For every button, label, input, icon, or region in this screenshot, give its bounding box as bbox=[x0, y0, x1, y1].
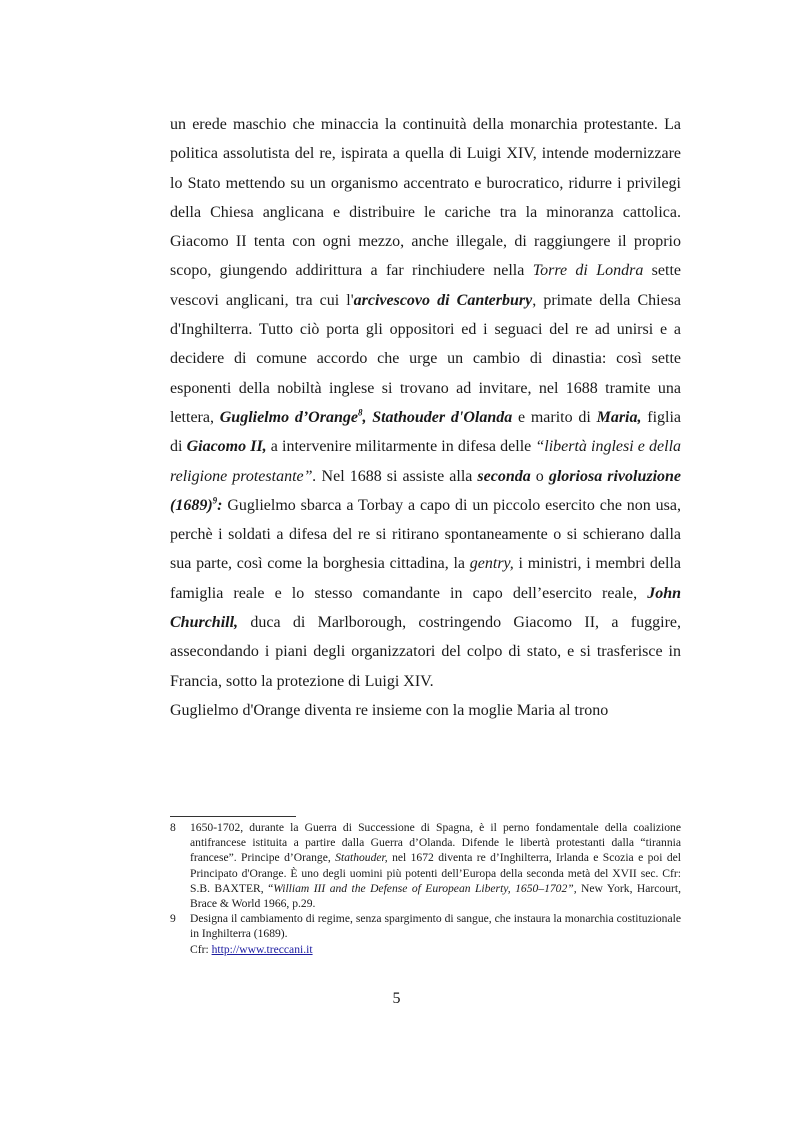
paragraph-1 bbox=[170, 110, 681, 696]
text-run: Designa il cambiamento di regime, senza spargimento di sangue, che instaura la monarchia costituzionale in Inghilterra (1689). bbox=[190, 912, 681, 941]
footnote-8 bbox=[170, 820, 681, 911]
page-number: 5 bbox=[392, 990, 401, 1007]
text-run-italic: William III and the Defense of European Liberty, 1650–1702”, bbox=[273, 881, 577, 895]
text-run: , primate della Chiesa d'Inghilterra. Tutto ciò porta gli oppositori ed i seguaci del re ad unirsi e a decidere di comune accordo che urge un cambio di dinastia: così sette esponenti della nobiltà inglese si trovano ad invitare, nel 1688 tramite una lettera, bbox=[170, 291, 682, 426]
text-run-bold-italic: , Stathouder d'Olanda bbox=[362, 408, 513, 426]
text-run-bold-italic: Giacomo II, bbox=[186, 438, 267, 456]
text-run-italic: Stathouder, bbox=[335, 851, 388, 865]
footnote-number: 9 bbox=[170, 912, 176, 926]
text-run: figlia di bbox=[170, 408, 682, 456]
footnote-ref-8[interactable]: 8 bbox=[357, 407, 363, 418]
text-run: Guglielmo sbarca a Torbay a capo di un piccolo esercito che non usa, perchè i soldati a difesa del re si ritirano spontaneamente o si schierano dalla sua parte, così come la borghesia cittadina, la bbox=[170, 496, 681, 573]
footnote-9 bbox=[170, 911, 681, 957]
paragraph-2: Guglielmo d'Orange diventa re insieme con la moglie Maria al trono bbox=[170, 701, 609, 719]
text-run-bold-italic: : bbox=[217, 496, 223, 514]
text-run-bold-italic: seconda bbox=[477, 467, 531, 485]
text-run-italic: gentry, bbox=[469, 555, 514, 573]
treccani-link[interactable]: http://www.treccani.it bbox=[211, 942, 313, 956]
text-run: 1650-1702, durante la Guerra di Successione di Spagna, è il perno fondamentale della coalizione antifrancese istituita a partire dalla Guerra d’Olanda. Difende le libertà protestanti dalla “tirannia francese”. Principe d’Orange, bbox=[190, 821, 681, 865]
text-run: a intervenire militarmente in difesa delle bbox=[266, 438, 536, 456]
text-run: duca di Marlborough, costringendo Giacomo II, a fuggire, assecondando i piani degli organizzatori del colpo di stato, e si trasferisce in Francia, sotto la protezione di Luigi XIV. bbox=[170, 614, 681, 690]
text-run: sette vescovi anglicani, tra cui l' bbox=[170, 262, 681, 309]
text-run: i ministri, i membri della famiglia reale e lo stesso comandante in capo dell’esercito reale, bbox=[170, 555, 682, 602]
text-run: o bbox=[530, 467, 549, 485]
footnote-text bbox=[190, 820, 681, 911]
text-run: nel 1672 diventa re d’Inghilterra, Irlanda e Scozia e poi del Principato d'Orange. È uno degli uomini più potenti dell’Europa della seconda metà del XVII sec. Cfr: S.B. BAXTER, “ bbox=[190, 851, 681, 895]
text-run-bold-italic: Guglielmo d’Orange bbox=[219, 408, 358, 426]
text-run: un erede maschio che minaccia la continuità della monarchia protestante. La politica assolutista del re, ispirata a quella di Luigi XIV, intende modernizzare lo Stato mettendo su un organismo accentrato e burocratico, ridurre i privilegi della Chiesa anglicana e distribuire le cariche tra la minoranza cattolica. Giacomo II tenta con ogni mezzo, anche illegale, di raggiungere il proprio scopo, giungendo addirittura a far rinchiudere nella bbox=[170, 116, 681, 280]
text-run-italic: “libertà inglesi e della religione protestante”. bbox=[170, 438, 682, 485]
footnote-text bbox=[190, 911, 681, 957]
text-run: e marito di bbox=[512, 408, 597, 426]
footnote-ref-9[interactable]: 9 bbox=[212, 495, 218, 506]
body-text bbox=[170, 110, 681, 725]
text-run-italic: Torre di Londra bbox=[532, 262, 644, 280]
footnote-separator bbox=[170, 816, 296, 817]
text-run: Cfr: bbox=[190, 942, 212, 956]
text-run-bold-italic: John Churchill, bbox=[170, 584, 681, 632]
text-run-bold-italic: arcivescovo di Canterbury bbox=[353, 291, 533, 309]
footnotes bbox=[170, 820, 681, 957]
text-run: New York, Harcourt, Brace & World 1966, p.29. bbox=[190, 881, 681, 911]
footnote-number: 8 bbox=[170, 821, 176, 834]
text-run-bold-italic: gloriosa rivoluzione (1689) bbox=[170, 467, 682, 514]
text-run: Nel 1688 si assiste alla bbox=[316, 467, 478, 485]
text-run-bold-italic: Maria, bbox=[596, 408, 642, 426]
